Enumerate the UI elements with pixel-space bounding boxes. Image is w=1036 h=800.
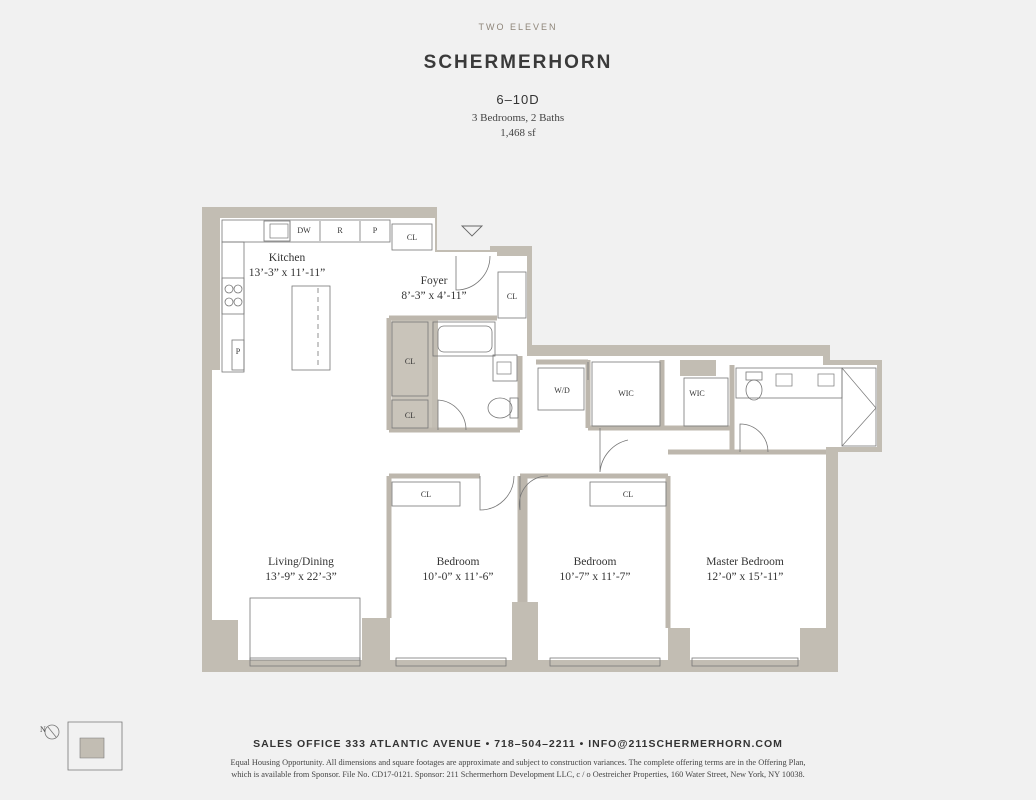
brand-logo: SCHERMERHORN [423, 52, 613, 73]
legal-line-1: Equal Housing Opportunity. All dimensions and square footages are approximate and subject to construction variances. The complete offering terms are in the Offering Plan, [230, 758, 806, 767]
pantry-label-2: P [235, 347, 241, 356]
foyer-name: Foyer [420, 275, 448, 287]
washer-dryer-label: W/D [554, 386, 570, 395]
brand-top-text: TWO ELEVEN [478, 22, 558, 32]
closet-label-bedroom1: CL [420, 490, 432, 499]
kitchen-name: Kitchen [268, 252, 306, 264]
unit-summary: 3 Bedrooms, 2 Baths [471, 112, 565, 124]
unit-name: 6–10D [496, 92, 540, 107]
bedroom2-name: Bedroom [573, 556, 617, 568]
floor-area [212, 218, 877, 660]
living-name: Living/Dining [268, 556, 334, 568]
foyer-dims: 8’-3” x 4’-11” [401, 290, 467, 302]
pantry-label: P [372, 226, 378, 235]
closet-label-hall-2: CL [404, 411, 416, 420]
walk-in-closet-label: WIC [618, 389, 634, 398]
compass-north: N [40, 725, 46, 734]
master-name: Master Bedroom [706, 556, 784, 568]
sales-office-line: SALES OFFICE 333 ATLANTIC AVENUE • 718–504–2211 • INFO@211SCHERMERHORN.COM [253, 738, 783, 750]
refrigerator-label: R [337, 226, 343, 235]
closet-label-entry: CL [506, 292, 518, 301]
closet-label-foyer: CL [406, 233, 418, 242]
unit-area: 1,468 sf [500, 127, 536, 139]
master-dims: 12’-0” x 15’-11” [706, 571, 784, 583]
walk-in-closet-label-2: WIC [689, 389, 705, 398]
bedroom1-name: Bedroom [436, 556, 480, 568]
entry-marker [462, 226, 482, 236]
living-dims: 13’-9” x 22’-3” [265, 571, 337, 583]
closet-label-bedroom2: CL [622, 490, 634, 499]
bedroom2-dims: 10’-7” x 11’-7” [559, 571, 631, 583]
legal-line-2: which is available from Sponsor. File No. CD17-0121. Sponsor: 211 Schermerhorn Development LLC, c / o Oestreicher Properties, 160 Water Street, New York, NY 10038. [231, 770, 805, 779]
kitchen-dims: 13’-3” x 11’-11” [248, 267, 326, 279]
dishwasher-label: DW [297, 226, 311, 235]
closet-label-hall: CL [404, 357, 416, 366]
bedroom1-dims: 10’-0” x 11’-6” [422, 571, 494, 583]
